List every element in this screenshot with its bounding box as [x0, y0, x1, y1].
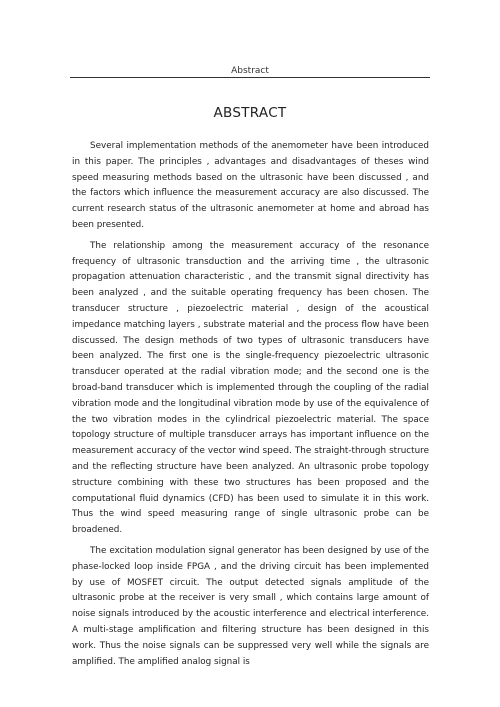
page-title: ABSTRACT — [213, 105, 287, 121]
header-rule — [70, 77, 430, 78]
abstract-paragraph-3: The excitation modulation signal generator has been designed by use of the phase-locked loop inside FPGA , and the driving circuit has been implemented by use of MOSFET circuit. The output detected signals amplitude of the ultrasonic probe at the receiver is very small , which contains large amount of noise signals introduced by the acoustic interference and electrical interference. A multi-stage amplification and filtering structure has been designed in this work. Thus the noise signals can be suppressed very well while the signals are amplified. The amplified analog signal is — [72, 545, 429, 667]
abstract-body — [72, 139, 429, 675]
abstract-paragraph-2: The relationship among the measurement accuracy of the resonance frequency of ultrasonic transduction and the arriving time , the ultrasonic propagation attenuation characteristic , and the transmit signal directivity has been analyzed , and the suitable operating frequency has been chosen. The transducer structure , piezoelectric material , design of the acoustical impedance matching layers , substrate material and the process flow have been discussed. The design methods of two types of ultrasonic transducers have been analyzed. The first one is the single-frequency piezoelectric ultrasonic transducer operated at the radial vibration mode; and the second one is the broad-band transducer which is implemented through the coupling of the radial vibration mode and the longitudinal vibration mode by use of the equivalence of the two vibration modes in the cylindrical piezoelectric material. The space topology structure of multiple transducer arrays has important influence on the measurement accuracy of the vector wind speed. The straight-through structure and the reflecting structure have been analyzed. An ultrasonic probe topology structure combining with these two structures has been proposed and the computational fluid dynamics (CFD) has been used to simulate it in this work. Thus the wind speed measuring range of single ultrasonic probe can be broadened. — [72, 240, 429, 536]
running-header: Abstract — [231, 66, 269, 76]
abstract-paragraph-1: Several implementation methods of the anemometer have been introduced in this paper. The principles , advantages and disadvantages of theses wind speed measuring methods based on the ultrasonic have been discussed , and the factors which influence the measurement accuracy are also discussed. The current research status of the ultrasonic anemometer at home and abroad has been presented. — [72, 141, 429, 230]
